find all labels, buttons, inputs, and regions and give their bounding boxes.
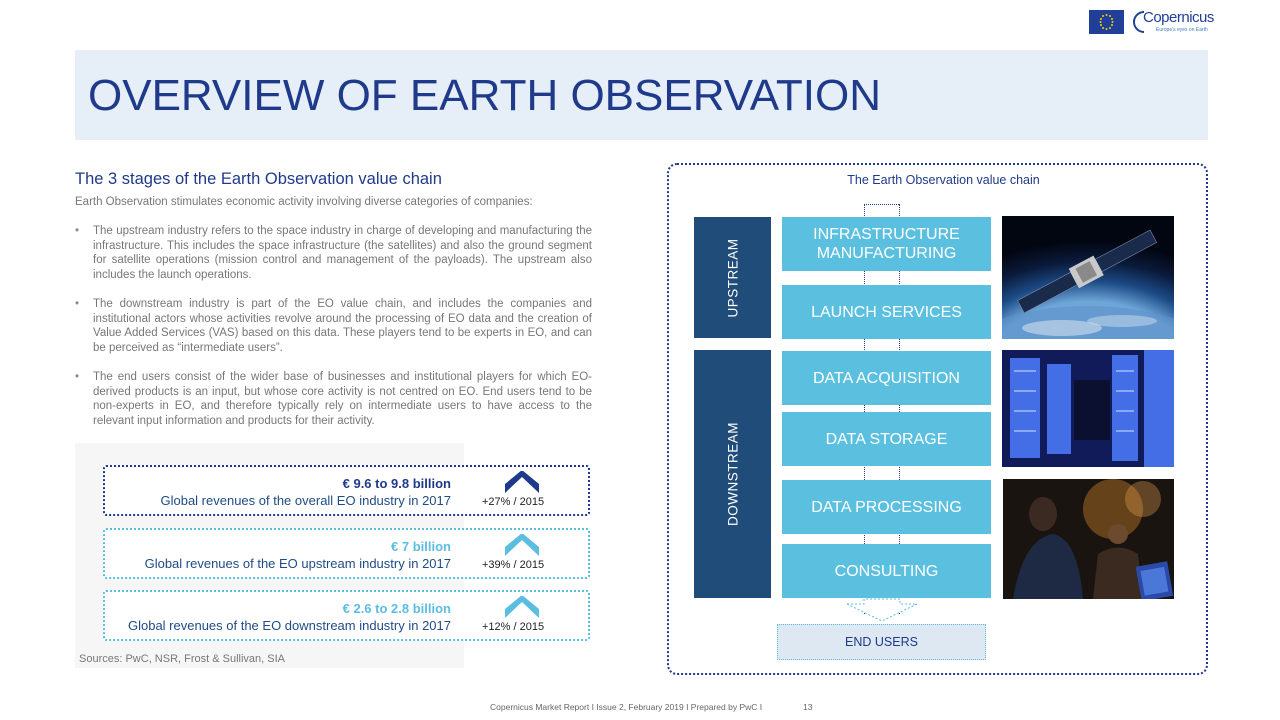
bullet-downstream: • The downstream industry is part of the EO value chain, and includes the companies and institutional actors whose activities revolve around the processing of EO data and the creation of Value Added Services (VAS) based on this data. These players tend to be experts in EO, and can be perceived as “intermediate users”. — [75, 297, 592, 355]
kpi-overall — [103, 465, 590, 516]
down-arrow-icon — [846, 598, 918, 622]
bullet-list — [75, 224, 592, 443]
section-heading: The 3 stages of the Earth Observation value chain — [75, 170, 442, 188]
bullet-upstream: • The upstream industry refers to the space industry in charge of developing and manufacturing the infrastructure. This includes the space infrastructure (the satellites) and also the ground segment for satellite operations (mission control and management of the payloads). The upstream also includes the launch operations. — [75, 224, 592, 282]
step-data-acquisition: DATA ACQUISITION — [782, 351, 991, 405]
kpi-label: Global revenues of the EO upstream industry in 2017 — [144, 556, 451, 571]
stage-downstream — [694, 350, 771, 598]
kpi-change: +12% / 2015 — [482, 621, 545, 633]
kpi-downstream — [103, 590, 590, 641]
kpi-label: Global revenues of the overall EO industry in 2017 — [160, 493, 451, 508]
step-infrastructure-manufacturing: INFRASTRUCTURE MANUFACTURING — [782, 217, 991, 271]
eu-flag-icon — [1089, 10, 1124, 34]
step-launch-services: LAUNCH SERVICES — [782, 285, 991, 339]
diagram-title: The Earth Observation value chain — [847, 173, 1040, 187]
copernicus-tagline: Europe's eyes on Earth — [1156, 27, 1208, 33]
satellite-image — [1002, 216, 1174, 339]
page-title: OVERVIEW OF EARTH OBSERVATION — [88, 71, 881, 120]
page-number: 13 — [803, 702, 813, 712]
kpi-label: Global revenues of the EO downstream industry in 2017 — [127, 618, 451, 633]
kpi-value: € 9.6 to 9.8 billion — [342, 476, 451, 491]
consulting-person-image — [1003, 479, 1174, 599]
intro-text: Earth Observation stimulates economic activity involving diverse categories of companies: — [75, 196, 533, 208]
data-center-image — [1002, 350, 1174, 467]
kpi-change: +27% / 2015 — [482, 496, 545, 508]
step-consulting: CONSULTING — [782, 544, 991, 598]
stage-upstream — [694, 217, 771, 338]
chevron-up-icon — [505, 471, 539, 493]
kpi-value: € 2.6 to 2.8 billion — [342, 601, 451, 616]
stage-label-downstream: DOWNSTREAM — [725, 422, 740, 526]
bullet-end-users: • The end users consist of the wider base of businesses and institutional players for which EO-derived products is an input, but whose core activity is not centred on EO. End users tend to be non-experts in EO, and therefore typically rely on intermediate users to have access to the relevant input information and products for their activity. — [75, 370, 592, 428]
step-data-storage: DATA STORAGE — [782, 412, 991, 466]
stage-label-upstream: UPSTREAM — [725, 237, 740, 318]
sources-note: Sources: PwC, NSR, Frost & Sullivan, SIA — [79, 653, 286, 665]
end-users-box: END USERS — [777, 624, 986, 660]
chevron-up-icon — [505, 534, 539, 556]
step-data-processing: DATA PROCESSING — [782, 480, 991, 534]
copernicus-logo: Copernicus — [1143, 9, 1214, 26]
kpi-value: € 7 billion — [391, 539, 451, 554]
footer-text: Copernicus Market Report I Issue 2, February 2019 I Prepared by PwC I — [490, 702, 763, 712]
kpi-upstream — [103, 528, 590, 579]
connector-cap — [864, 204, 899, 205]
chevron-up-icon — [505, 596, 539, 618]
kpi-change: +39% / 2015 — [482, 559, 545, 571]
